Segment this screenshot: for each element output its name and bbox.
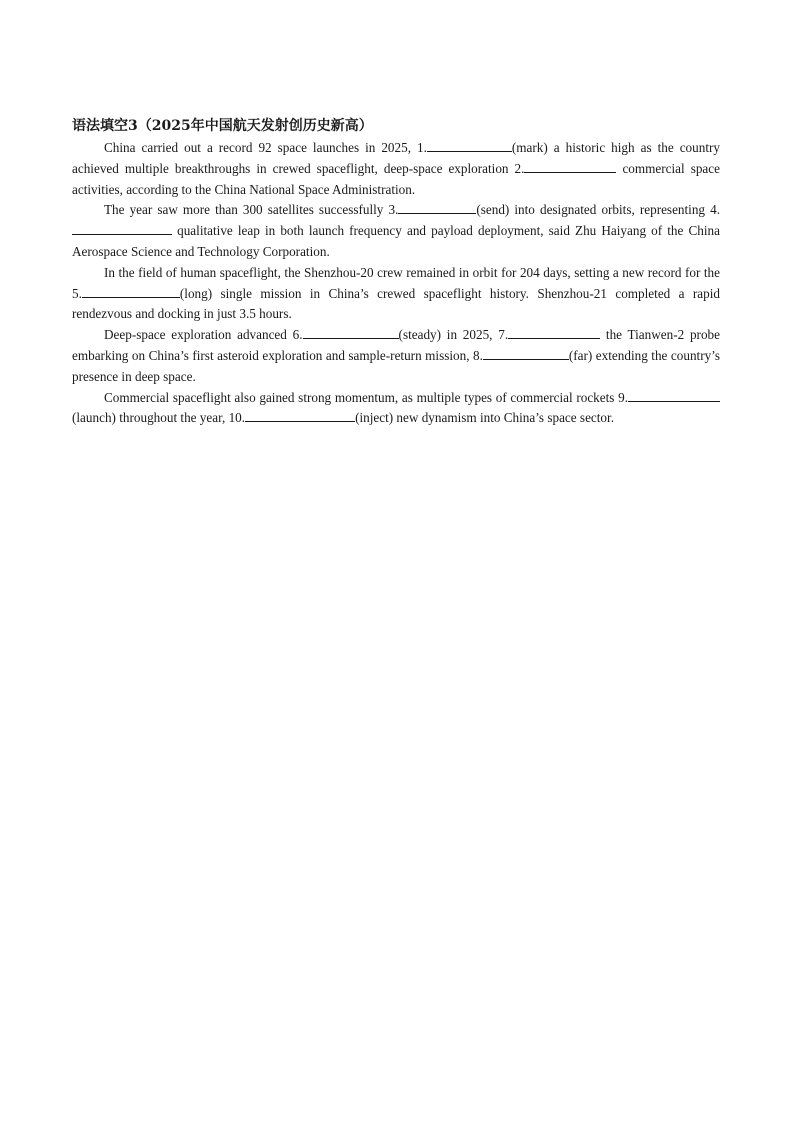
blank-6[interactable] bbox=[303, 325, 399, 339]
blank-8[interactable] bbox=[483, 346, 569, 360]
blank-3[interactable] bbox=[398, 200, 476, 214]
paragraph-5 bbox=[72, 388, 720, 430]
paragraph-2-text-c: qualitative leap in both launch frequency and payload deployment, said Zhu Haiyang of the China Aerospace Science and Technology Corporation. bbox=[72, 223, 720, 259]
paragraph-1-text-b: (mark) a historic high as the country achieved multiple breakthroughs in crewed spaceflight, deep-space exploration bbox=[72, 140, 720, 176]
blank-2[interactable] bbox=[524, 159, 616, 173]
blank-10-number: 10. bbox=[228, 410, 246, 426]
blank-4[interactable] bbox=[72, 221, 172, 235]
paragraph-5-text-a: Commercial spaceflight also gained strong momentum, as multiple types of commercial rockets bbox=[104, 389, 619, 405]
paragraph-4-text-c: the Tianwen-2 probe embarking on China’s first asteroid exploration and sample-return mission, bbox=[72, 327, 720, 363]
paragraph-2-text-a: The year saw more than 300 satellites successfully bbox=[104, 202, 389, 218]
document-page bbox=[72, 116, 720, 429]
blank-5[interactable] bbox=[82, 284, 180, 298]
blank-3-number: 3. bbox=[388, 202, 399, 218]
blank-6-number: 6. bbox=[292, 327, 303, 343]
blank-9[interactable] bbox=[628, 388, 720, 402]
paragraph-3 bbox=[72, 263, 720, 325]
paragraph-4-text-a: Deep-space exploration advanced bbox=[104, 327, 293, 343]
blank-7[interactable] bbox=[508, 325, 600, 339]
paragraph-3-text-a: In the field of human spaceflight, the Shenzhou-20 crew remained in orbit for 204 days, setting a new record for the bbox=[104, 264, 720, 280]
blank-5-number: 5. bbox=[72, 285, 82, 301]
paragraph-1 bbox=[72, 138, 720, 200]
paragraph-3-text-b: (long) single mission in China’s crewed spaceflight history. Shenzhou-21 completed a rapid rendezvous and docking in just 3.5 hours. bbox=[72, 285, 720, 322]
blank-2-number: 2. bbox=[514, 160, 525, 176]
blank-8-number: 8. bbox=[473, 347, 483, 363]
paragraph-4-text-b: (steady) in 2025, bbox=[398, 327, 499, 343]
paragraph-5-text-c: (inject) new dynamism into China’s space sector. bbox=[355, 410, 614, 426]
paragraph-1-text-c: commercial space activities, according to the China National Space Administration. bbox=[72, 160, 720, 197]
blank-7-number: 7. bbox=[498, 327, 509, 343]
blank-10[interactable] bbox=[245, 408, 355, 422]
paragraph-2-text-b: (send) into designated orbits, representing bbox=[476, 202, 711, 218]
blank-1-number: 1. bbox=[417, 140, 427, 155]
blank-4-number: 4. bbox=[710, 202, 720, 218]
paragraph-4 bbox=[72, 325, 720, 387]
document-title: 语法填空3（2025年中国航天发射创历史新高） bbox=[72, 118, 373, 134]
paragraph-1-text-a: China carried out a record 92 space launches in 2025, bbox=[104, 140, 417, 155]
paragraph-2 bbox=[72, 200, 720, 262]
paragraph-4-text-d: (far) extending the country’s presence in deep space. bbox=[72, 347, 720, 384]
blank-9-number: 9. bbox=[618, 389, 628, 405]
blank-1[interactable] bbox=[427, 138, 512, 152]
paragraph-5-text-b: (launch) throughout the year, bbox=[72, 410, 229, 426]
